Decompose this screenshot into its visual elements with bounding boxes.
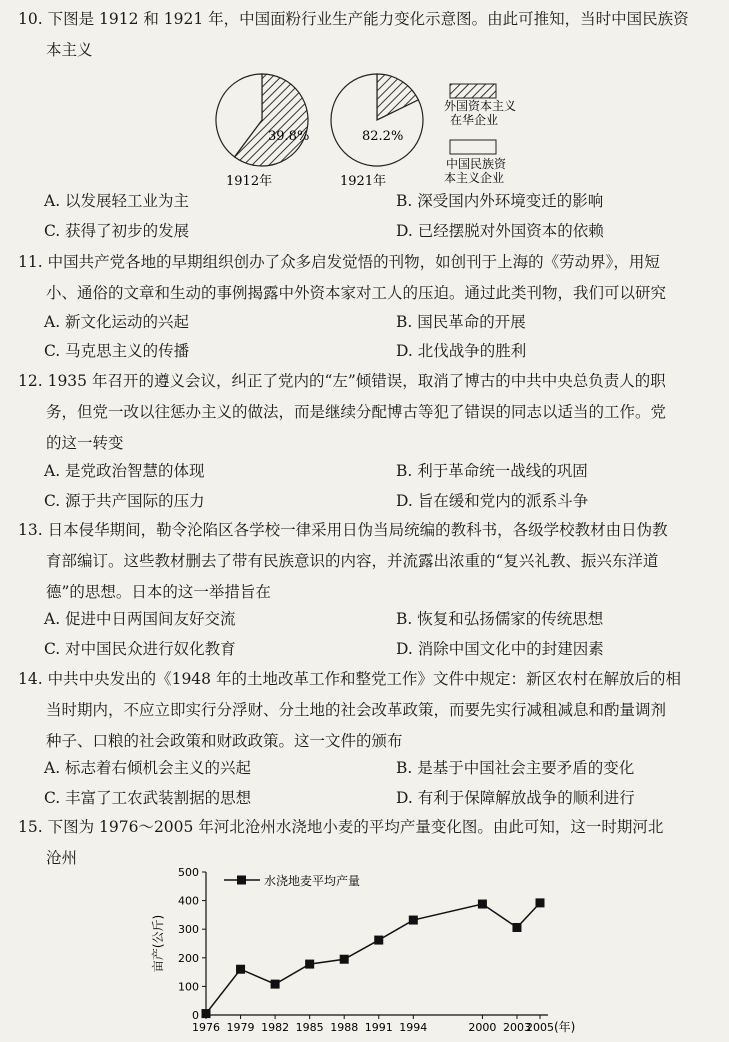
x-tick-label: 2003 xyxy=(502,1021,531,1034)
q14-stem-line3: 种子、口粮的社会政策和财政政策。这一文件的颁布 xyxy=(46,732,403,750)
y-tick-label: 500 xyxy=(178,866,199,879)
q10-option-d[interactable]: D. 已经摆脱对外国资本的依赖 xyxy=(396,222,604,240)
pie-1912-year: 1912年 xyxy=(226,174,273,189)
q12-option-a[interactable]: A. 是党政治智慧的体现 xyxy=(44,462,205,480)
pie-legend xyxy=(444,84,516,185)
x-tick-label: 1982 xyxy=(261,1021,290,1034)
question-13 xyxy=(18,515,718,608)
q11-stem-line2: 小、通俗的文章和生动的事例揭露中外资本家对工人的压迫。通过此类刊物，我们可以研究 xyxy=(46,284,667,302)
legend-foreign-swatch xyxy=(450,84,496,98)
data-point xyxy=(305,960,314,969)
q13-stem-line2: 育部编订。这些教材删去了带有民族意识的内容，并流露出浓重的“复兴礼教、振兴东洋道 xyxy=(46,552,659,570)
data-point xyxy=(202,1009,211,1018)
x-tick-label: 1994 xyxy=(399,1021,428,1034)
question-12 xyxy=(18,366,718,459)
pie-1912 xyxy=(216,74,309,189)
question-14 xyxy=(18,664,718,757)
data-point xyxy=(536,898,545,907)
q10-stem-line1: 10. 下图是 1912 和 1921 年，中国面粉行业生产能力变化示意图。由此可推知，当时中国民族资 xyxy=(18,10,689,28)
y-tick-label: 200 xyxy=(178,951,199,965)
data-point xyxy=(271,980,280,989)
q10-pie-figure xyxy=(0,60,729,190)
legend-foreign-line1: 外国资本主义 xyxy=(444,99,517,113)
data-point xyxy=(478,900,487,909)
question-10 xyxy=(18,4,718,66)
x-tick-label: 1991 xyxy=(364,1021,393,1034)
q14-stem-line2: 当时期内，不应立即实行分浮财、分土地的社会改革政策，而要先实行减租减息和酌量调剂 xyxy=(46,701,667,719)
legend-domestic-line2: 本主义企业 xyxy=(444,171,505,185)
pie-1921 xyxy=(331,74,423,189)
q13-option-b[interactable]: B. 恢复和弘扬儒家的传统思想 xyxy=(396,610,604,628)
q11-option-a[interactable]: A. 新文化运动的兴起 xyxy=(44,313,190,331)
series-line xyxy=(206,903,540,1014)
q15-stem-line1: 15. 下图为 1976～2005 年河北沧州水浇地小麦的平均产量变化图。由此可知，这一时期河北 xyxy=(18,818,664,836)
q12-stem-line3: 的这一转变 xyxy=(46,434,124,452)
q14-option-d[interactable]: D. 有利于保障解放战争的顺利进行 xyxy=(396,789,635,807)
data-point xyxy=(340,955,349,964)
x-tick-label: 1985 xyxy=(295,1021,324,1034)
q12-option-b[interactable]: B. 利于革命统一战线的巩固 xyxy=(396,462,588,480)
chart-legend xyxy=(224,873,360,888)
y-tick-label: 0 xyxy=(192,1009,199,1022)
x-tick-label: 2000 xyxy=(468,1021,497,1034)
q13-option-c[interactable]: C. 对中国民众进行奴化教育 xyxy=(44,640,236,658)
q13-stem-line3: 德”的思想。日本的这一举措旨在 xyxy=(46,583,271,601)
legend-foreign-line2: 在华企业 xyxy=(450,113,499,127)
q12-stem-line2: 务，但党一改以往惩办主义的做法，而是继续分配博古等犯了错误的同志以适当的工作。党 xyxy=(46,403,667,421)
q14-option-c[interactable]: C. 丰富了工农武装割据的思想 xyxy=(44,789,252,807)
legend-domestic-line1: 中国民族资 xyxy=(446,157,507,171)
y-tick-label: 400 xyxy=(178,894,199,908)
chart-x-axis-unit: (年) xyxy=(554,1020,576,1034)
q13-option-a[interactable]: A. 促进中日两国间友好交流 xyxy=(44,610,236,628)
q10-option-b[interactable]: B. 深受国内外环境变迁的影响 xyxy=(396,192,604,210)
q11-option-b[interactable]: B. 国民革命的开展 xyxy=(396,313,526,331)
x-tick-label: 1988 xyxy=(330,1021,359,1034)
wheat-yield-chart xyxy=(140,860,600,1040)
q11-option-d[interactable]: D. 北伐战争的胜利 xyxy=(396,342,527,360)
q15-stem-line2: 沧州 xyxy=(46,849,78,867)
chart-y-axis-label: 亩产(公斤) xyxy=(151,914,165,973)
q10-option-c[interactable]: C. 获得了初步的发展 xyxy=(44,222,190,240)
q10-option-a[interactable]: A. 以发展轻工业为主 xyxy=(44,192,190,210)
x-tick-label: 1979 xyxy=(226,1021,255,1034)
data-point xyxy=(374,936,383,945)
data-point xyxy=(236,965,245,974)
pie-1921-year: 1921年 xyxy=(340,174,387,189)
q13-option-d[interactable]: D. 消除中国文化中的封建因素 xyxy=(396,640,604,658)
q11-stem-line1: 11. 中国共产党各地的早期组织创办了众多启发觉悟的刊物，如创刊于上海的《劳动界》，用短 xyxy=(18,253,660,271)
q12-option-c[interactable]: C. 源于共产国际的压力 xyxy=(44,492,205,510)
data-point xyxy=(512,923,521,932)
question-11 xyxy=(18,247,718,309)
data-point xyxy=(409,916,418,925)
chart-x-ticks xyxy=(192,1015,554,1034)
pie-1921-label: 82.2% xyxy=(362,129,404,144)
legend-marker xyxy=(237,876,246,885)
q12-option-d[interactable]: D. 旨在缓和党内的派系斗争 xyxy=(396,492,589,510)
y-tick-label: 300 xyxy=(178,923,199,937)
legend-series-name: 水浇地麦平均产量 xyxy=(264,874,361,888)
q14-option-a[interactable]: A. 标志着右倾机会主义的兴起 xyxy=(44,759,252,777)
y-tick-label: 100 xyxy=(178,980,199,994)
x-tick-label: 1976 xyxy=(192,1021,220,1034)
q12-stem-line1: 12. 1935 年召开的遵义会议，纠正了党内的“左”倾错误，取消了博古的中共中央总负责人的职 xyxy=(18,372,666,390)
chart-series xyxy=(202,898,545,1018)
pie-1912-label: 39.8% xyxy=(268,129,310,144)
legend-domestic-swatch xyxy=(450,140,496,154)
q14-option-b[interactable]: B. 是基于中国社会主要矛盾的变化 xyxy=(396,759,635,777)
q10-stem-line2: 本主义 xyxy=(46,41,93,59)
chart-y-ticks xyxy=(178,866,206,1022)
q11-option-c[interactable]: C. 马克思主义的传播 xyxy=(44,342,190,360)
x-tick-label: 2005 xyxy=(526,1021,554,1034)
q14-stem-line1: 14. 中共中央发出的《1948 年的土地改革工作和整党工作》文件中规定：新区农村在解放后的相 xyxy=(18,670,681,688)
q13-stem-line1: 13. 日本侵华期间，勒令沦陷区各学校一律采用日伪当局统编的教科书，各级学校教材由日伪教 xyxy=(18,521,668,539)
